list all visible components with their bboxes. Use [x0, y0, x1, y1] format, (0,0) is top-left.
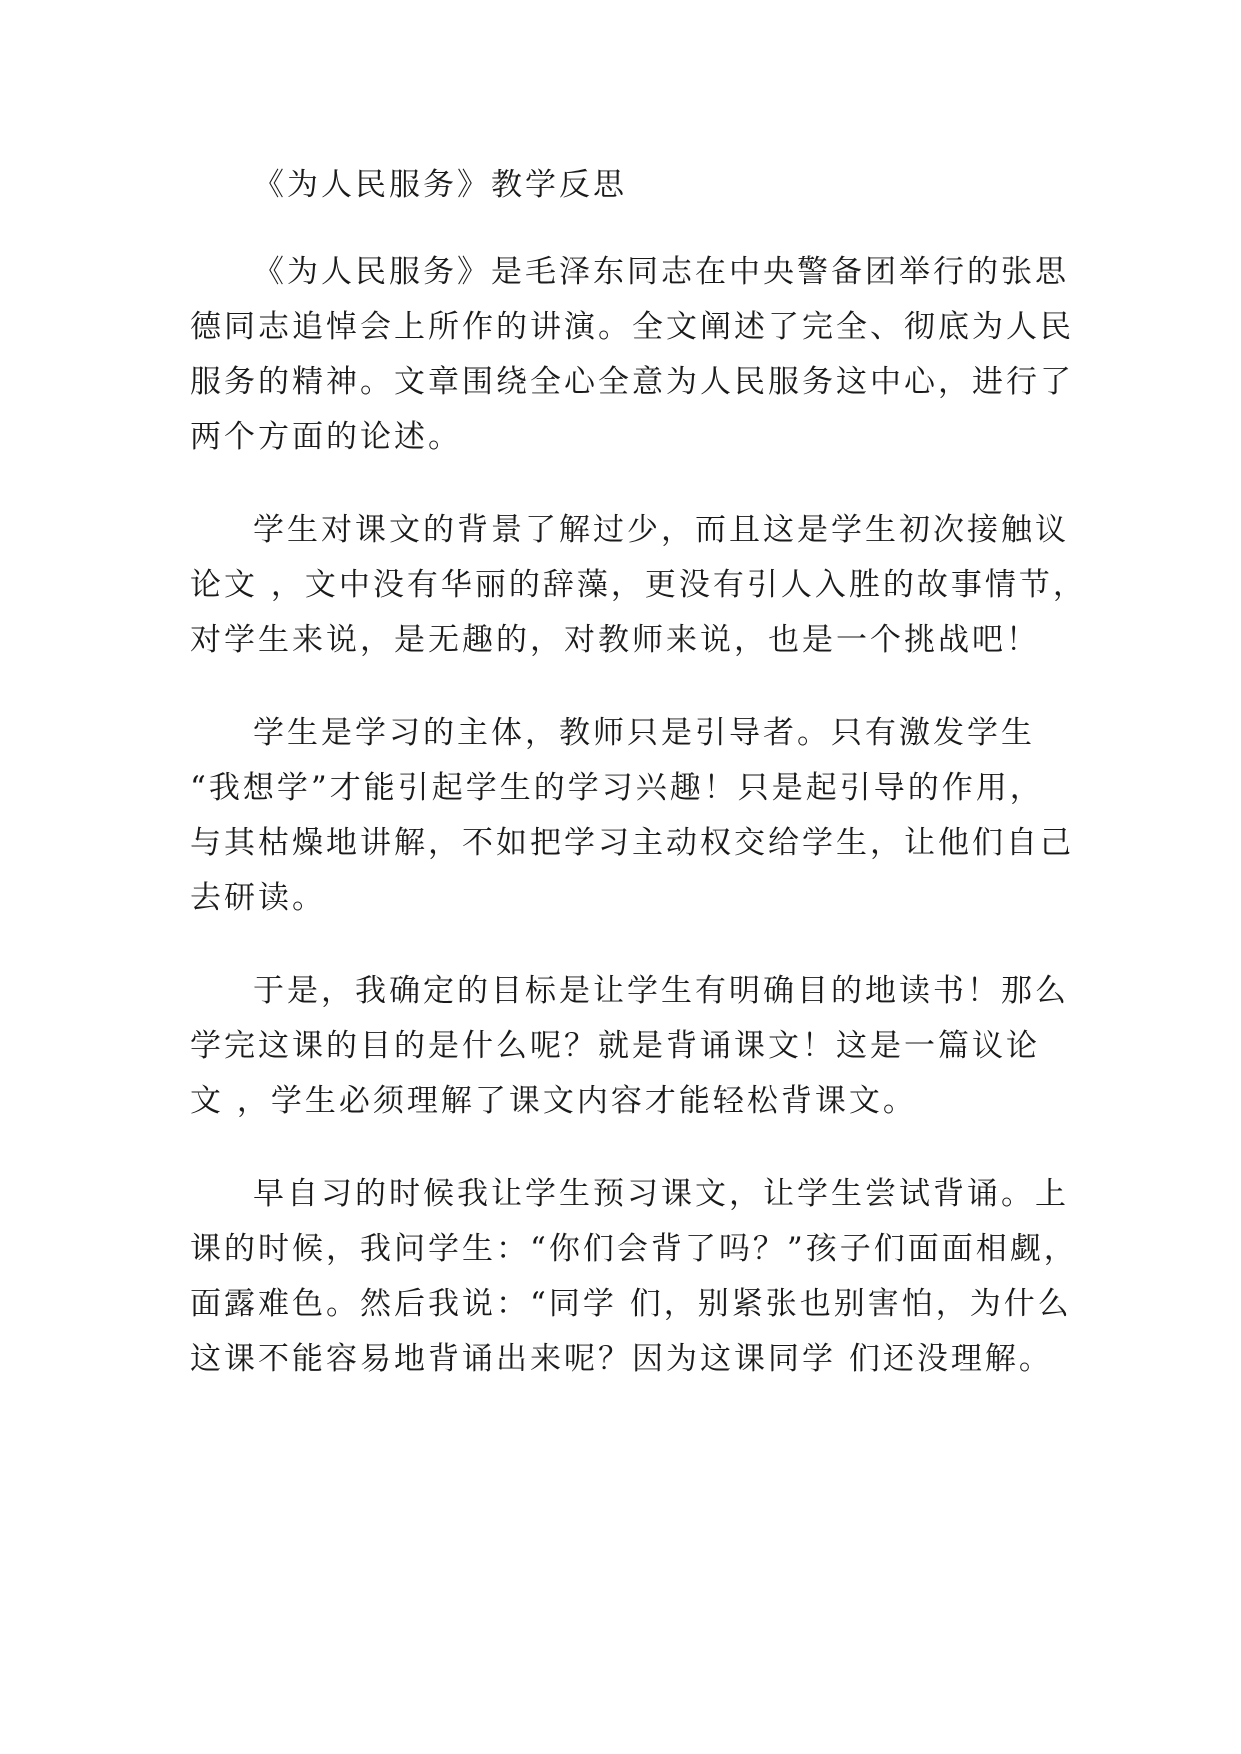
paragraph-line: 去研读。 — [190, 880, 326, 916]
paragraph-line: 论文 ，文中没有华丽的辞藻，更没有引人入胜的故事情节， — [190, 567, 1087, 603]
paragraph-line: 学生是学习的主体，教师只是引导者。只有激发学生 — [253, 715, 1035, 751]
paragraph-line: 课的时候，我问学生：“你们会背了吗？”孩子们面面相觑， — [190, 1231, 1078, 1267]
paragraph-line: 《为人民服务》是毛泽东同志在中央警备团举行的张思 — [253, 254, 1069, 290]
paragraph-line: 文 ，学生必须理解了课文内容才能轻松背课文。 — [190, 1083, 917, 1119]
paragraph-line: 于是，我确定的目标是让学生有明确目的地读书！那么 — [253, 973, 1069, 1009]
paragraph-line: “我想学”才能引起学生的学习兴趣！只是起引导的作用， — [190, 770, 1044, 806]
paragraph-line: 学完这课的目的是什么呢？就是背诵课文！这是一篇议论 — [190, 1028, 1040, 1064]
paragraph-line: 服务的精神。文章围绕全心全意为人民服务这中心，进行了 — [190, 364, 1074, 400]
paragraph-line: 早自习的时候我让学生预习课文，让学生尝试背诵。上 — [253, 1176, 1069, 1212]
paragraph-line: 两个方面的论述。 — [190, 419, 462, 455]
paragraph-line: 对学生来说，是无趣的，对教师来说，也是一个挑战吧！ — [190, 622, 1040, 658]
document-title: 《为人民服务》教学反思 — [253, 167, 627, 203]
paragraph-line: 德同志追悼会上所作的讲演。全文阐述了完全、彻底为人民 — [190, 309, 1074, 345]
paragraph-line: 这课不能容易地背诵出来呢？因为这课同学 们还没理解。 — [190, 1341, 1053, 1377]
paragraph-line: 与其枯燥地讲解，不如把学习主动权交给学生，让他们自己 — [190, 825, 1074, 861]
paragraph-line: 面露难色。然后我说：“同学 们，别紧张也别害怕，为什么 — [190, 1286, 1072, 1322]
paragraph-line: 学生对课文的背景了解过少，而且这是学生初次接触议 — [253, 512, 1069, 548]
